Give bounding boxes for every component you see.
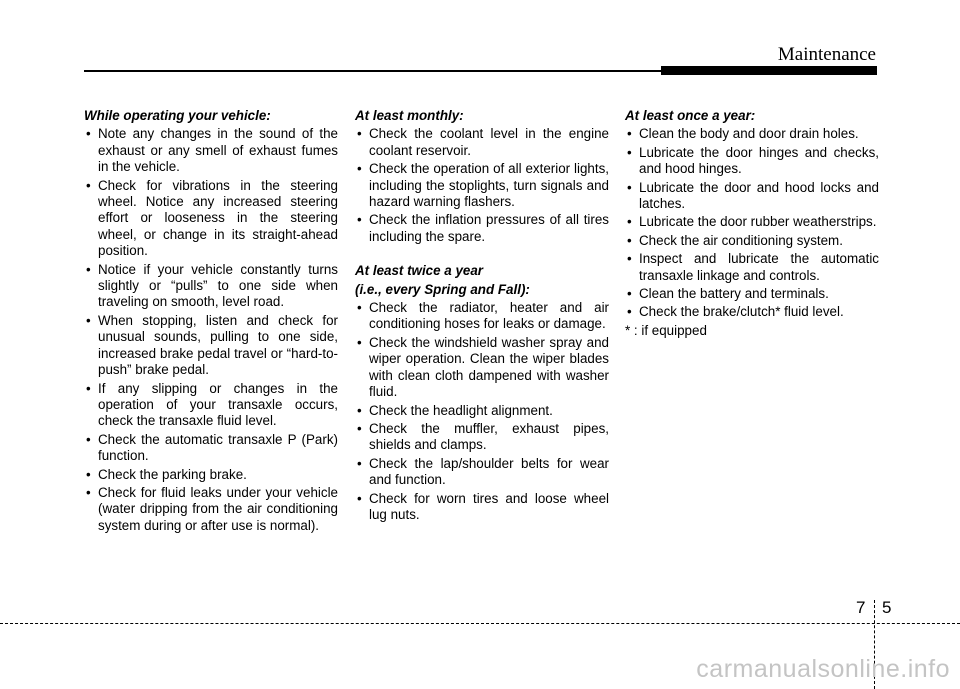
list-item: • Check the operation of all exterior lights, including the stoplights, turn signals and hazard warning flashers.: [357, 161, 609, 210]
bullet-icon: •: [357, 161, 362, 177]
bullet-icon: •: [627, 232, 632, 248]
bullet-icon: •: [86, 126, 91, 142]
section-subheading: (i.e., every Spring and Fall):: [355, 281, 530, 297]
list-item: • Notice if your vehicle constantly turns slightly or “pulls” to one side when traveling on smooth, level road.: [86, 261, 338, 310]
bullet-icon: •: [357, 212, 362, 228]
bullet-list: [355, 300, 609, 523]
bullet-icon: •: [86, 177, 91, 193]
bullet-list: [84, 126, 338, 534]
bullet-icon: •: [627, 214, 632, 230]
bullet-icon: •: [627, 251, 632, 267]
list-item: • Check the air conditioning system.: [627, 232, 843, 248]
list-item: • Check the headlight alignment.: [357, 402, 553, 418]
list-item: • Check the radiator, heater and air conditioning hoses for leaks or damage.: [357, 300, 609, 332]
bullet-list: [625, 126, 879, 320]
bullet-icon: •: [86, 431, 91, 447]
chapter-number: 7: [856, 598, 866, 617]
section-heading: At least monthly:: [355, 108, 464, 123]
bullet-icon: •: [357, 334, 362, 350]
watermark: carmanualsonline.info: [696, 655, 950, 683]
bullet-icon: •: [627, 144, 632, 160]
list-item: • Clean the battery and terminals.: [627, 286, 829, 302]
list-item: • Lubricate the door hinges and checks, and hood hinges.: [627, 144, 879, 177]
bullet-icon: •: [86, 380, 91, 396]
column-1: [84, 108, 338, 536]
list-item: • Note any changes in the sound of the exhaust or any smell of exhaust fumes in the vehicle.: [86, 126, 338, 175]
list-item: • Check the brake/clutch* fluid level.: [627, 304, 844, 320]
bullet-icon: •: [357, 420, 362, 436]
bullet-icon: •: [627, 179, 632, 195]
list-item: • Check the automatic transaxle P (Park) function.: [86, 431, 338, 464]
list-item: • When stopping, listen and check for unusual sounds, pulling to one side, increased brake pedal travel or “hard-to-push” brake pedal.: [86, 312, 338, 378]
section-heading: At least twice a year: [355, 263, 484, 279]
bullet-icon: •: [357, 300, 362, 316]
list-item: • Clean the body and door drain holes.: [627, 126, 859, 142]
list-item: • Check the windshield washer spray and wiper operation. Clean the wiper blades with clean cloth dampened with washer fluid.: [357, 334, 609, 400]
list-item: • Check for worn tires and loose wheel lug nuts.: [357, 490, 609, 522]
bullet-icon: •: [627, 286, 632, 302]
bullet-icon: •: [86, 484, 91, 500]
list-item: • Check the coolant level in the engine coolant reservoir.: [357, 126, 609, 158]
bullet-icon: •: [627, 126, 632, 142]
bullet-icon: •: [86, 261, 91, 277]
column-3: [625, 108, 879, 339]
footnote: * : if equipped: [625, 322, 707, 338]
list-item: • Lubricate the door and hood locks and latches.: [627, 179, 879, 212]
bullet-icon: •: [86, 466, 91, 482]
bullet-icon: •: [627, 304, 632, 320]
column-2: [355, 108, 609, 525]
list-item: • Check the parking brake.: [86, 466, 247, 482]
list-item: • If any slipping or changes in the operation of your transaxle occurs, check the transaxle fluid level.: [86, 380, 338, 429]
section-heading: At least once a year:: [625, 108, 756, 123]
list-item: • Check the muffler, exhaust pipes, shields and clamps.: [357, 420, 609, 453]
section-heading: While operating your vehicle:: [84, 108, 271, 123]
list-item: • Check the lap/shoulder belts for wear and function.: [357, 455, 609, 488]
list-item: • Lubricate the door rubber weatherstrips.: [627, 214, 877, 230]
list-item: • Check for vibrations in the steering wheel. Notice any increased steering effort or looseness in the steering wheel, or change in its straight-ahead position.: [86, 177, 338, 259]
header-rule: [84, 70, 661, 72]
footer-rule: [0, 623, 960, 624]
header-bar: [661, 66, 877, 75]
header-title: Maintenance: [777, 44, 876, 65]
list-item: • Inspect and lubricate the automatic transaxle linkage and controls.: [627, 251, 879, 283]
list-item: • Check the inflation pressures of all tires including the spare.: [357, 212, 609, 244]
bullet-icon: •: [357, 402, 362, 418]
bullet-icon: •: [357, 455, 362, 471]
bullet-icon: •: [357, 490, 362, 506]
list-item: • Check for fluid leaks under your vehicle (water dripping from the air conditioning system during or after use is normal).: [86, 484, 338, 533]
page-number: 5: [882, 598, 892, 617]
bullet-icon: •: [86, 312, 91, 328]
bullet-list: [355, 126, 609, 245]
bullet-icon: •: [357, 126, 362, 142]
